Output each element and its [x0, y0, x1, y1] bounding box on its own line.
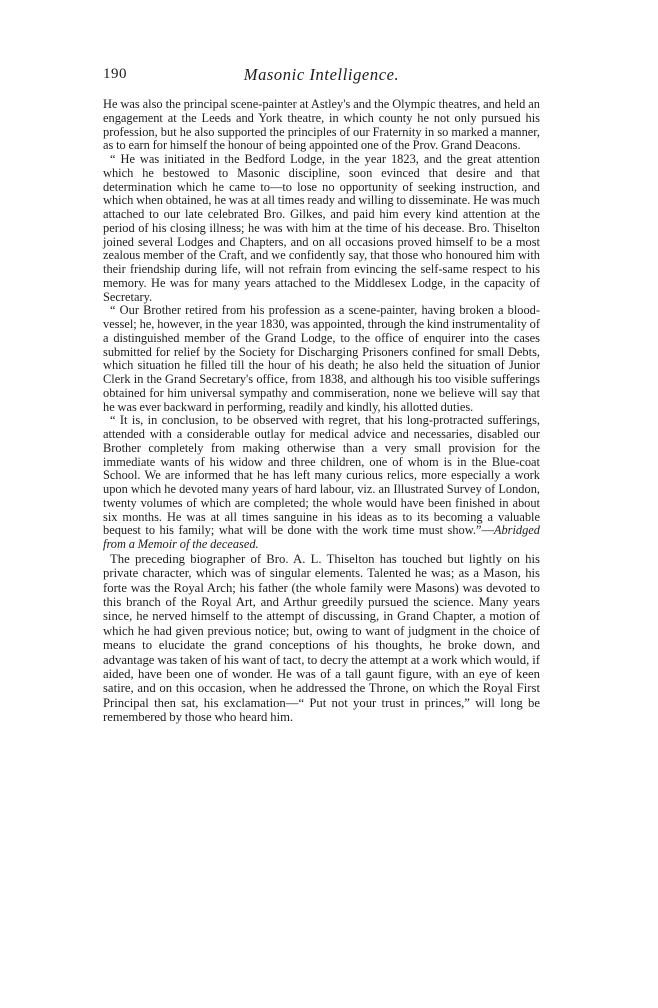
paragraph-conclusion: [103, 414, 540, 552]
paragraph-career: [103, 98, 540, 153]
page-number: 190: [103, 66, 127, 82]
paragraph-text: He was also the principal scene-painter at Astley's and the Olympic theatres, and held an engagement at the Leeds and York theatre, in which county he not only pursued his profession, but he also supported the principles of our Fraternity in so marked a manner, as to earn for himself the honour of being appointed one of the Prov. Grand Deacons.: [103, 97, 540, 153]
article-body: [103, 98, 540, 725]
paragraph-text: “ He was initiated in the Bedford Lodge, in the year 1823, and the great attention which he bestowed to Masonic discipline, soon evinced that desire and that determination which he came to—to lose no opportunity of seeking instruction, and which when obtained, he was at all times ready and willing to disseminate. He was much attached to our late celebrated Bro. Gilkes, and paid him every kind attention at the period of his closing illness; he was with him at the time of his decease. Bro. Thiselton joined several Lodges and Chapters, and on all occasions proved himself to be a most zealous member of the Craft, and we confidently say, that those who honoured him with their friendship during life, will not refrain from evincing the self-same respect to his memory. He was for many years attached to the Middlesex Lodge, in the capacity of Secretary.: [103, 152, 540, 304]
book-page: [103, 64, 540, 725]
paragraph-text: “ It is, in conclusion, to be observed with regret, that his long-protracted sufferings, attended with a considerable outlay for medical advice and necessaries, disabled our Brother completely from making otherwise than a very small provision for the immediate wants of his widow and three children, one of whom is in the Blue-coat School. We are informed that he has left many curious relics, more especially a work upon which he devoted many years of hard labour, viz. an Illustrated Survey of London, twenty volumes of which are completed; the whole would have been finished in about six months. He was at all times sanguine in his ideas as to its becoming a valuable bequest to his family; what will be done with the work time must show.”—: [103, 413, 540, 538]
paragraph-initiation: [103, 153, 540, 304]
paragraph-text: “ Our Brother retired from his profession as a scene-painter, having broken a blood-vessel; he, however, in the year 1830, was appointed, through the kind instrumentality of a distinguished member of the Grand Lodge, to the office of enquirer into the cases submitted for relief by the Society for Discharging Prisoners confined for small Debts, which situation he filled till the hour of his death; he also held the situation of Junior Clerk in the Grand Secretary's office, from 1838, and although his too visible sufferings obtained for him universal sympathy and commiseration, none we believe will say that he was ever backward in performing, readily and kindly, his allotted duties.: [103, 303, 540, 414]
paragraph-character: [103, 552, 540, 725]
page-header: [103, 64, 540, 90]
paragraph-text: The preceding biographer of Bro. A. L. Thiselton has touched but lightly on his private character, which was of singular elements. Talented he was; as a Mason, his forte was the Royal Arch; his father (the whole family were Masons) was devoted to this branch of the Royal Art, and Arthur greedily pursued the science. Many years since, he nerved himself to the attempt of discussing, in Grand Chapter, a motion of which he had given previous notice; but, owing to want of judgment in the choice of means to elucidate the grand conceptions of his thoughts, he broke down, and advantage was taken of his want of tact, to decry the attempt at a work which would, if aided, have been one of wonder. He was of a tall gaunt figure, with an eye of keen satire, and on this occasion, when he addressed the Throne, on which the Royal First Principal then sat, his exclamation—“ Put not your trust in princes,” will long be remembered by those who heard him.: [103, 551, 540, 725]
memoir-citation: Abridged from a Memoir of the deceased.: [103, 523, 540, 551]
paragraph-retirement: [103, 304, 540, 414]
running-title: Masonic Intelligence.: [243, 65, 400, 84]
